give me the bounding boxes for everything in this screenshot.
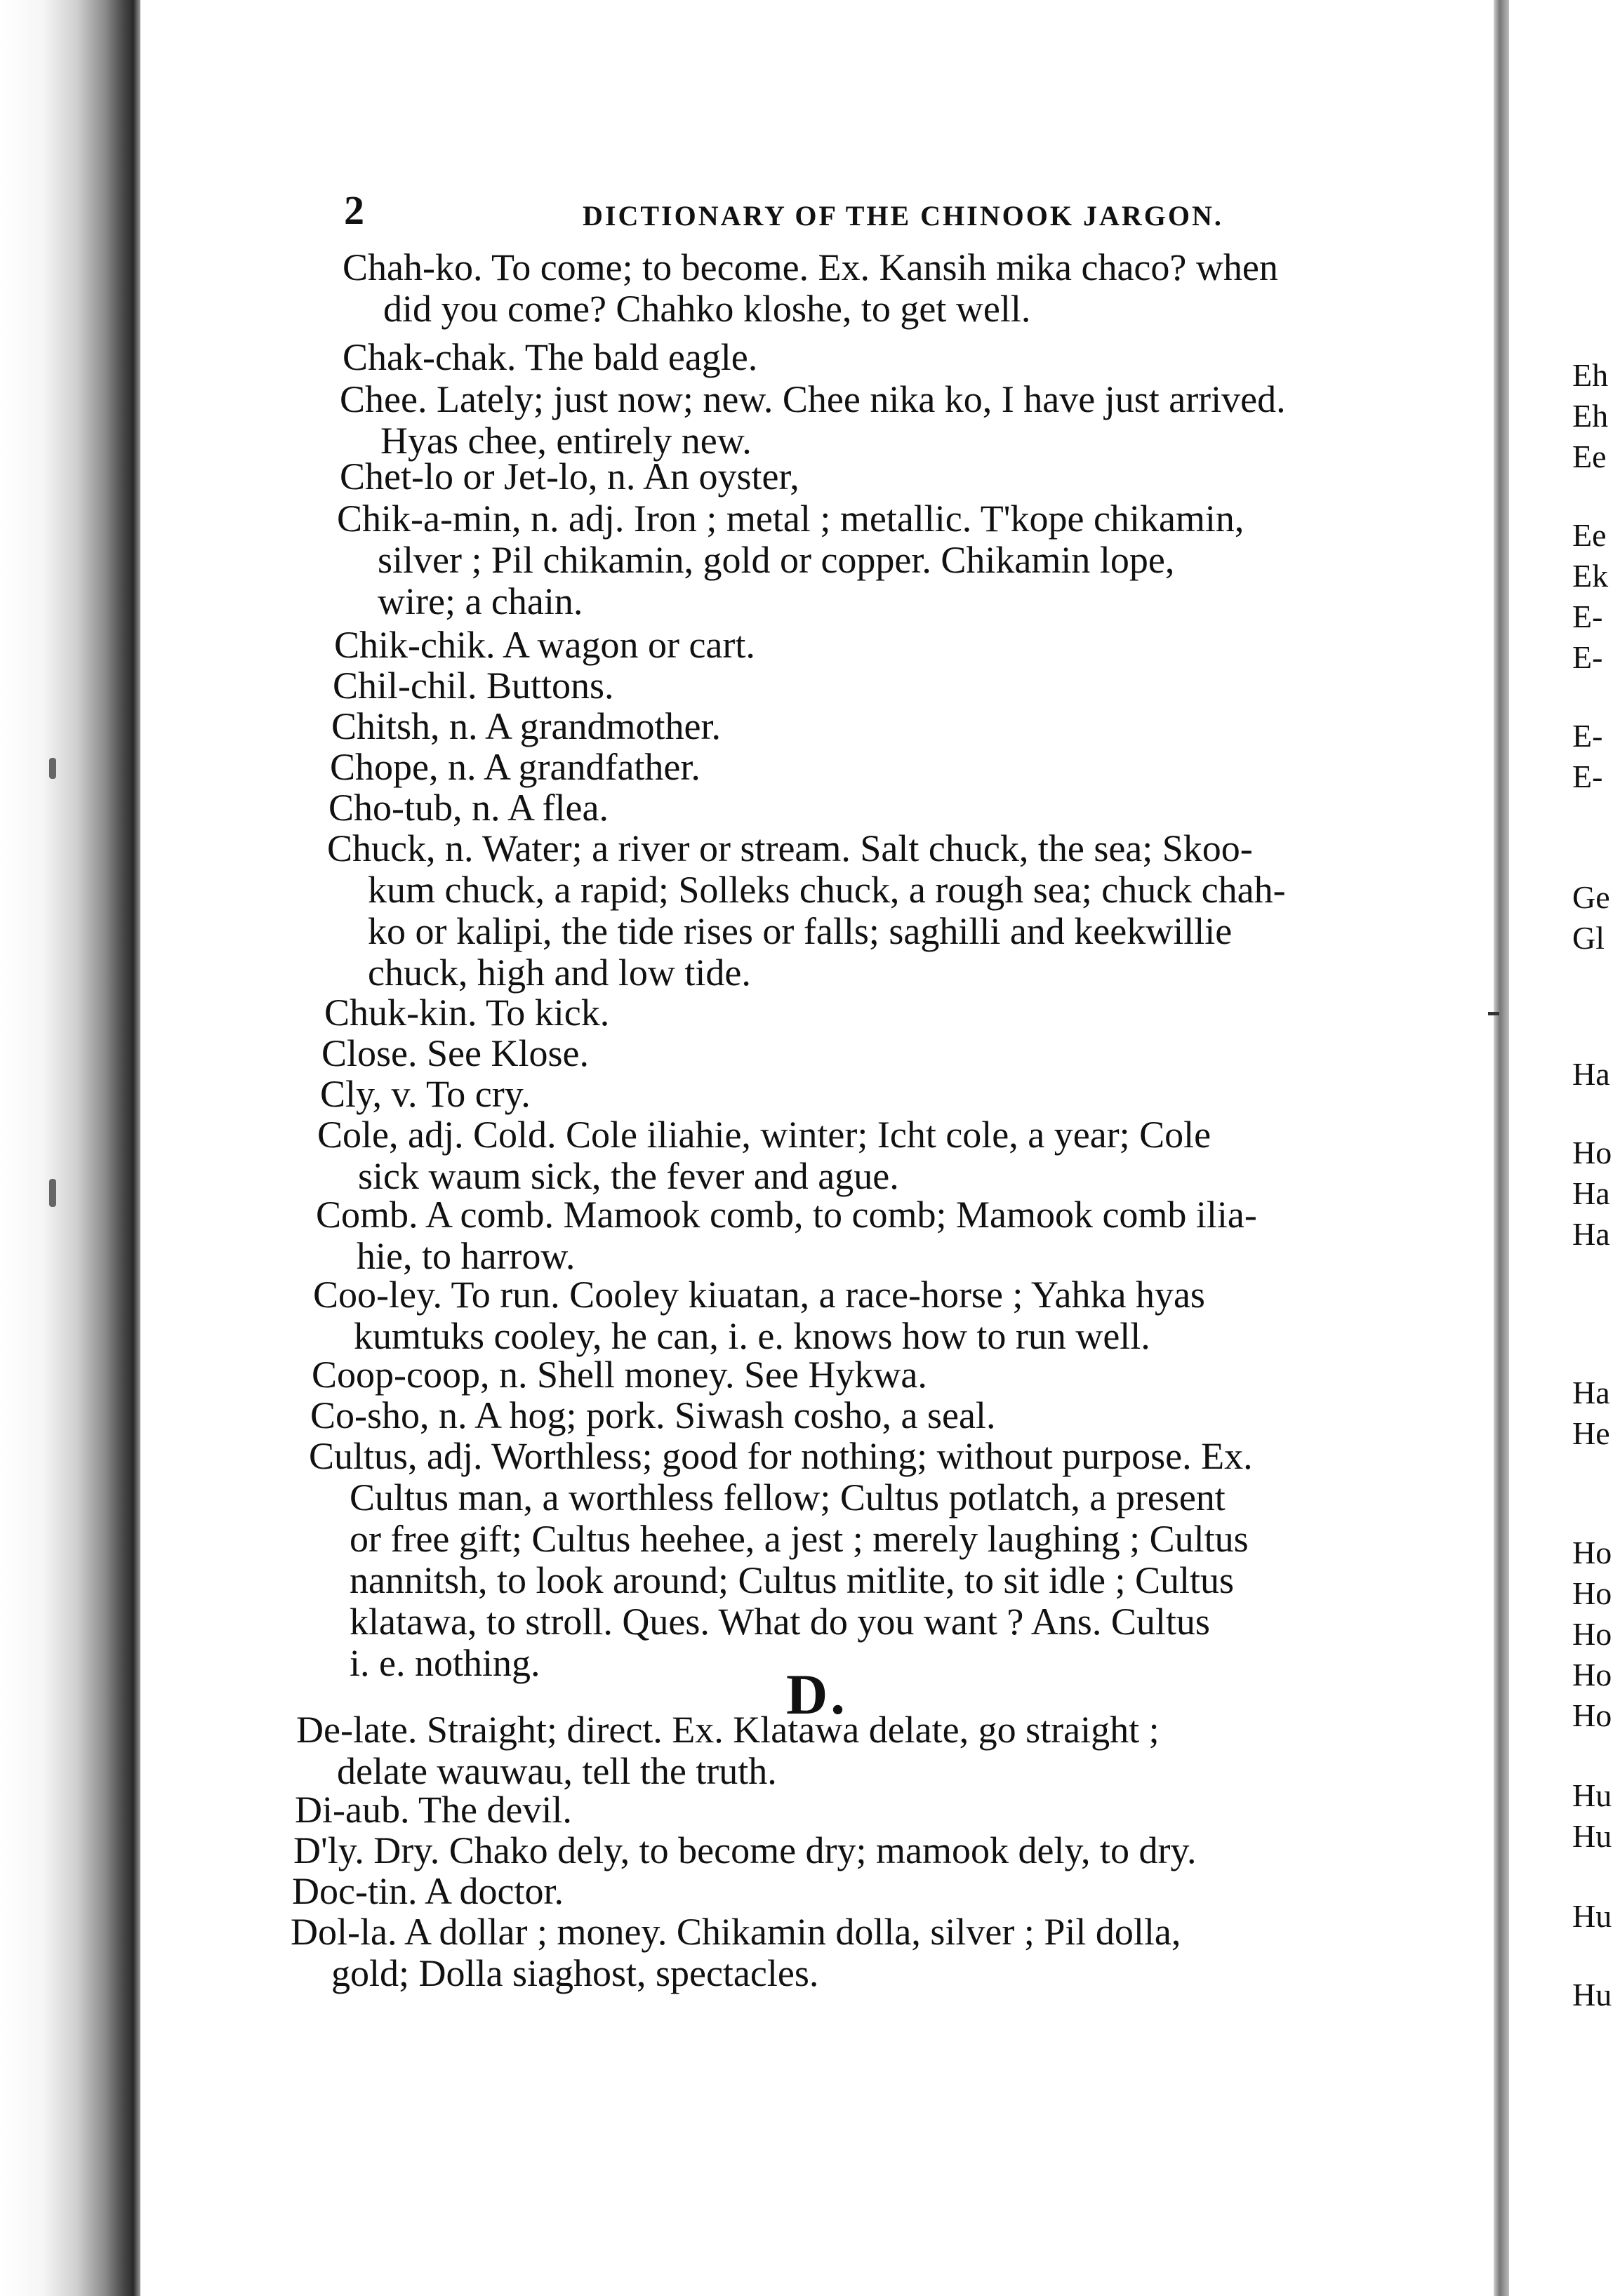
facing-page-fragment: Ee <box>1572 439 1607 474</box>
entry-headline: Coo-ley. To run. Cooley kiuatan, a race-horse ; Yahka hyas <box>313 1274 1205 1316</box>
entry-headline: Chik-a-min, n. adj. Iron ; metal ; metallic. T'kope chikamin, <box>337 498 1244 540</box>
dictionary-entry <box>321 1033 1432 1074</box>
entry-headline: Co-sho, n. A hog; pork. Siwash cosho, a seal. <box>310 1394 996 1436</box>
facing-page-fragment: Ge <box>1572 879 1610 915</box>
dictionary-entry <box>331 706 1432 747</box>
dictionary-entry <box>293 1830 1432 1871</box>
dictionary-entry <box>343 247 1432 330</box>
entry-continuation: i. e. nothing. <box>350 1642 540 1684</box>
entry-headline: Chah-ko. To come; to become. Ex. Kansih mika chaco? when <box>343 246 1278 288</box>
entry-headline: Comb. A comb. Mamook comb, to comb; Mamook comb ilia- <box>316 1194 1257 1236</box>
dictionary-entry <box>310 1395 1432 1436</box>
entry-continuation: kum chuck, a rapid; Solleks chuck, a rough sea; chuck chah- <box>368 869 1286 911</box>
entry-headline: Cly, v. To cry. <box>320 1073 531 1115</box>
facing-page-fragment: Ha <box>1572 1375 1610 1410</box>
dictionary-entry <box>333 665 1432 707</box>
entry-continuation: ko or kalipi, the tide rises or falls; saghilli and keekwillie <box>368 910 1233 952</box>
dictionary-entry <box>309 1436 1432 1684</box>
facing-page-fragment: Hu <box>1572 1898 1612 1934</box>
dictionary-entry <box>328 787 1432 829</box>
dictionary-entry <box>337 498 1432 622</box>
entry-continuation: kumtuks cooley, he can, i. e. knows how to run well. <box>354 1315 1150 1357</box>
facing-page-fragment: Eh <box>1572 357 1609 393</box>
binding-shadow <box>0 0 140 2296</box>
entry-headline: Di-aub. The devil. <box>295 1789 572 1831</box>
entry-continuation: chuck, high and low tide. <box>368 952 751 994</box>
entry-headline: Coop-coop, n. Shell money. See Hykwa. <box>312 1354 927 1396</box>
dictionary-entry <box>334 625 1432 666</box>
facing-page-fragment: Ek <box>1572 558 1609 594</box>
facing-page-fragment: Hu <box>1572 1977 1612 2013</box>
entry-continuation: silver ; Pil chikamin, gold or copper. Chikamin lope, <box>378 539 1175 581</box>
dictionary-entry <box>291 1911 1432 1994</box>
dictionary-entry <box>295 1789 1432 1831</box>
dictionary-entry <box>312 1354 1432 1396</box>
facing-page-fragment: Ha <box>1572 1175 1610 1211</box>
dictionary-entry <box>316 1194 1432 1277</box>
dictionary-entry <box>317 1114 1432 1197</box>
dictionary-entry <box>330 747 1432 788</box>
facing-page-fragment: Ee <box>1572 517 1607 553</box>
entry-headline: Cho-tub, n. A flea. <box>328 787 609 829</box>
entry-continuation: or free gift; Cultus heehee, a jest ; merely laughing ; Cultus <box>350 1518 1249 1560</box>
facing-page-fragment: Ho <box>1572 1135 1612 1170</box>
entry-continuation: gold; Dolla siaghost, spectacles. <box>331 1952 819 1994</box>
facing-page-fragment: Ho <box>1572 1616 1612 1652</box>
entry-continuation: sick waum sick, the fever and ague. <box>358 1155 899 1197</box>
binding-mark <box>49 758 56 779</box>
dictionary-entry <box>313 1274 1432 1357</box>
dictionary-entry <box>324 992 1432 1034</box>
dictionary-entry <box>327 828 1432 994</box>
entry-continuation: did you come? Chahko kloshe, to get well. <box>383 288 1031 330</box>
entry-continuation: hie, to harrow. <box>357 1235 576 1277</box>
facing-page-fragment: Ho <box>1572 1657 1612 1693</box>
entry-continuation: wire; a chain. <box>378 580 583 622</box>
facing-page-fragment: Hu <box>1572 1777 1612 1813</box>
entry-headline: Chil-chil. Buttons. <box>333 665 614 707</box>
entry-headline: Chee. Lately; just now; new. Chee nika ko, I have just arrived. <box>340 378 1286 420</box>
facing-page-fragment: E- <box>1572 599 1603 634</box>
entry-headline: Doc-tin. A doctor. <box>292 1870 564 1912</box>
facing-page-fragment: Hu <box>1572 1818 1612 1854</box>
dictionary-entry <box>296 1709 1432 1792</box>
entry-headline: D'ly. Dry. Chako dely, to become dry; mamook dely, to dry. <box>293 1829 1197 1871</box>
binding-mark <box>49 1179 56 1207</box>
page-number: 2 <box>344 187 364 233</box>
entry-continuation: nannitsh, to look around; Cultus mitlite, to sit idle ; Cultus <box>350 1559 1235 1601</box>
facing-page-fragment: E- <box>1572 718 1603 754</box>
page-seam <box>1494 0 1509 2296</box>
dictionary-entry <box>320 1074 1432 1115</box>
entry-continuation: delate wauwau, tell the truth. <box>337 1750 777 1792</box>
dictionary-entry <box>340 379 1432 462</box>
entry-headline: De-late. Straight; direct. Ex. Klatawa delate, go straight ; <box>296 1709 1160 1751</box>
facing-page-fragment: Gl <box>1572 920 1605 956</box>
entry-continuation: Cultus man, a worthless fellow; Cultus potlatch, a present <box>350 1476 1226 1519</box>
facing-page-fragment: Ho <box>1572 1535 1612 1570</box>
section-letter-d: D. <box>786 1662 848 1726</box>
entry-headline: Chope, n. A grandfather. <box>330 746 701 788</box>
entry-headline: Close. See Klose. <box>321 1032 589 1074</box>
entry-continuation: Hyas chee, entirely new. <box>380 420 752 462</box>
facing-page-fragment: E- <box>1572 639 1603 675</box>
entry-headline: Chuk-kin. To kick. <box>324 992 610 1034</box>
facing-page-fragment: Ha <box>1572 1056 1610 1092</box>
entry-continuation: klatawa, to stroll. Ques. What do you want ? Ans. Cultus <box>350 1601 1210 1643</box>
facing-page-fragment: Ha <box>1572 1216 1610 1252</box>
entry-headline: Chak-chak. The bald eagle. <box>343 336 758 378</box>
entry-headline: Chitsh, n. A grandmother. <box>331 705 722 747</box>
dictionary-entry <box>292 1871 1432 1912</box>
facing-page <box>1509 0 1620 2296</box>
facing-page-fragment: He <box>1572 1415 1610 1451</box>
entry-headline: Chik-chik. A wagon or cart. <box>334 624 755 666</box>
facing-page-fragment: Ho <box>1572 1697 1612 1733</box>
dictionary-entry <box>343 337 1432 378</box>
facing-page-fragment: E- <box>1572 759 1603 794</box>
entry-headline: Cole, adj. Cold. Cole iliahie, winter; Icht cole, a year; Cole <box>317 1114 1211 1156</box>
facing-page-dash <box>1488 1012 1499 1015</box>
entry-headline: Chuck, n. Water; a river or stream. Salt chuck, the sea; Skoo- <box>327 827 1253 869</box>
running-head: DICTIONARY OF THE CHINOOK JARGON. <box>583 200 1223 232</box>
entry-headline: Cultus, adj. Worthless; good for nothing; without purpose. Ex. <box>309 1435 1253 1477</box>
facing-page-fragment: Ho <box>1572 1575 1612 1611</box>
page-header <box>344 187 1439 236</box>
entry-headline: Chet-lo or Jet-lo, n. An oyster, <box>340 455 799 498</box>
entry-headline: Dol-la. A dollar ; money. Chikamin dolla, silver ; Pil dolla, <box>291 1911 1181 1953</box>
facing-page-fragment: Eh <box>1572 398 1609 434</box>
dictionary-entry <box>340 456 1432 498</box>
